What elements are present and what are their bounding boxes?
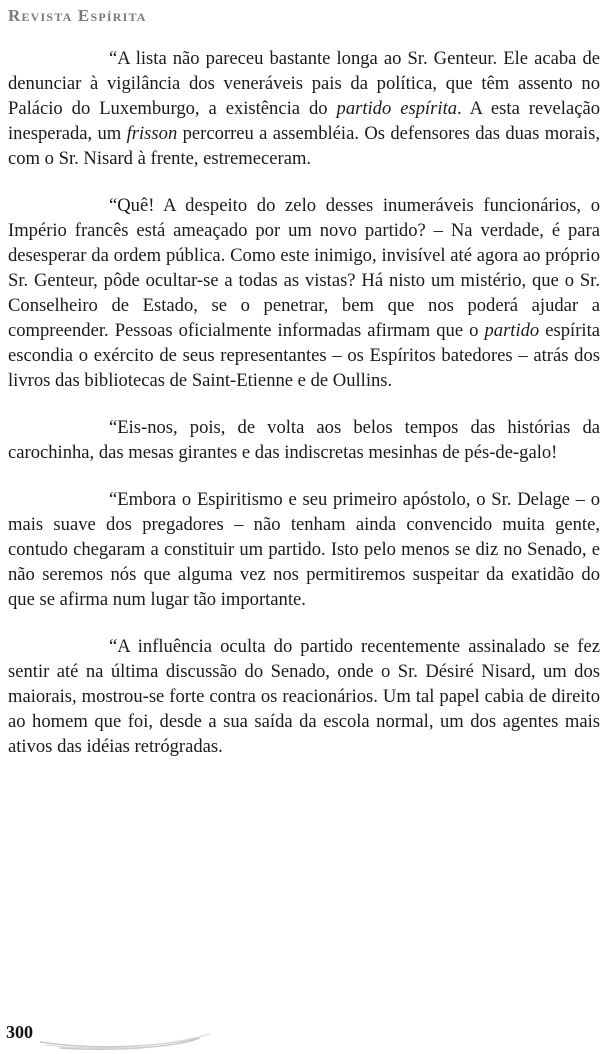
text-run: . A esta revelação inesperada, um [8,98,600,144]
paragraph [8,193,600,393]
running-header: Revista Espírita [8,6,147,25]
paragraph [8,46,600,171]
page-number-flourish [0,1018,220,1054]
page-number: 300 [6,1022,33,1042]
text-run: “A influência oculta do partido recentemente assinalado se fez sentir até na última discussão do Senado, onde o Sr. Désiré Nisard, um dos maiorais, mostrou-se forte contra os reacionários. Um tal papel cabia de direito ao homem que foi, desde a sua saída da escola normal, um dos agentes mais ativos das idéias retrógradas. [8,636,600,757]
text-run: espírita escondia o exército de seus representantes – os Espíritos batedores – atrás dos livros das bibliotecas de Saint-Etienne e de Oullins. [8,320,600,391]
text-run: “Eis-nos, pois, de volta aos belos tempos das histórias da carochinha, das mesas girantes e das indiscretas mesinhas de pés-de-galo! [8,417,600,463]
paragraph [8,634,600,759]
text-run: “Embora o Espiritismo e seu primeiro apóstolo, o Sr. Delage – o mais suave dos pregadores – não tenham ainda convencido muita gente, contudo chegaram a constituir um partido. Isto pelo menos se diz no Senado, e não seremos nós que alguma vez nos permitiremos suspeitar da exatidão do que se afirma num lugar tão importante. [8,489,600,610]
italic-run: partido [484,320,540,341]
italic-run: frisson [126,123,178,144]
text-run: “A lista não pareceu bastante longa ao Sr. Genteur. Ele acaba de denunciar à vigilância dos veneráveis pais da política, que têm assento no Palácio do Luxemburgo, a existência do [8,48,600,119]
paragraph [8,487,600,612]
italic-run: partido espírita [336,98,458,119]
body-text [8,46,600,781]
paragraph [8,415,600,465]
text-run: “Quê! A despeito do zelo desses inumeráveis funcionários, o Império francês está ameaçado por um novo partido? – Na verdade, é para desesperar da ordem pública. Como este inimigo, invisível até agora ao próprio Sr. Genteur, pôde ocultar-se a todas as vistas? Há nisto um mistério, que o Sr. Conselheiro de Estado, se o penetrar, bem que nos poderá ajudar a compreender. Pessoas oficialmente informadas afirmam que o [8,195,600,341]
text-run: percorreu a assembléia. Os defensores das duas morais, com o Sr. Nisard à frente, estremeceram. [8,123,601,169]
